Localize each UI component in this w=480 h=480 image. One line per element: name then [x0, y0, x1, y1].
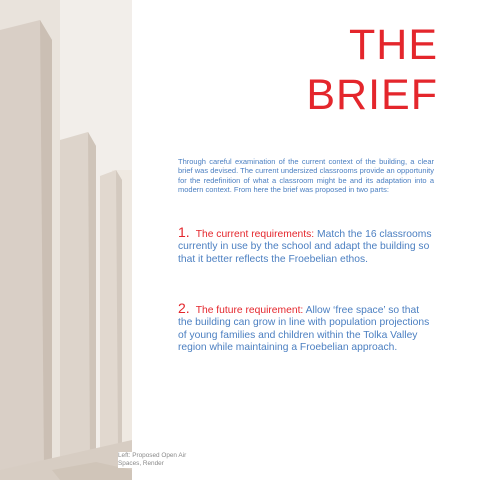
- requirement-1-number: 1.: [178, 224, 190, 240]
- requirement-1-text: Match the 16 classrooms currently in use by the school and adapt the building so that it better reflects the Froebelian ethos.: [178, 229, 432, 265]
- requirement-2-text: Allow ‘free space’ so that the building can grow in line with population projections of young families and children within the Tolka Valley region while maintaining a Froebelian approach.: [178, 305, 430, 353]
- page-title: [306, 20, 438, 120]
- columns-render: [0, 0, 132, 480]
- requirement-2-number: 2.: [178, 300, 190, 316]
- intro-paragraph: Through careful examination of the current context of the building, a clear brief was devised. The current undersized classrooms provide an opportunity for the redefinition of what a classroom might be and its adaptation into a modern context. From here the brief was proposed in two parts:: [178, 157, 434, 195]
- requirement-2: [178, 302, 436, 354]
- requirement-2-lead: The future requirement:: [195, 305, 304, 316]
- image-caption: [118, 452, 228, 468]
- title-line-1: THE: [349, 21, 438, 69]
- caption-line-2: Spaces, Render: [118, 460, 164, 467]
- requirement-1: [178, 226, 436, 266]
- caption-line-1: Left: Proposed Open Air: [118, 452, 187, 459]
- render-image: [0, 0, 132, 480]
- title-line-2: BRIEF: [306, 71, 438, 119]
- requirement-1-lead: The current requirements:: [195, 229, 315, 240]
